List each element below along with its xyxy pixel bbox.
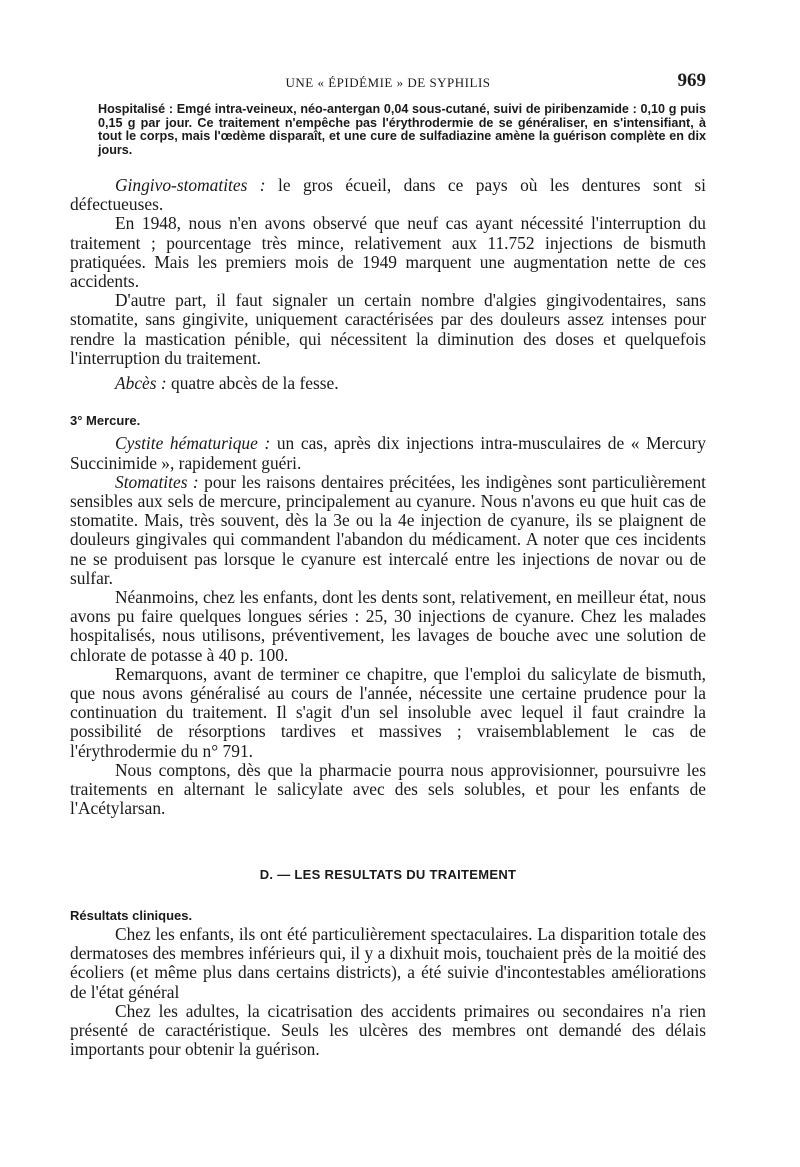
stomatites-lead: Stomatites :	[115, 471, 199, 492]
adultes-paragraph: Chez les adultes, la cicatrisation des accidents primaires ou secondaires n'a rien présenté de caractéristique. Seuls les ulcères des membres ont demandé des délais importants pour obtenir la guérison.	[70, 1000, 706, 1060]
running-title: UNE « ÉPIDÉMIE » DE SYPHILIS	[285, 75, 491, 90]
abces-paragraph	[70, 374, 706, 393]
neanmoins-paragraph: Néanmoins, chez les enfants, dont les dents sont, relativement, en meilleur état, nous avons pu faire quelques longues séries : 25, 30 injections de cyanure. Chez les malades hospitalisés, nous utilisons, préventivement, les lavages de bouche avec une solution de chlorate de potasse à 40 p. 100.	[70, 587, 706, 665]
gingivo-paragraph	[70, 176, 706, 214]
comptons-paragraph: Nous comptons, dès que la pharmacie pourra nous approvisionner, poursuivre les traitements en alternant le salicylate avec des sels solubles, et pour les enfants de l'Acétylarsan.	[70, 759, 706, 819]
abces-lead: Abcès :	[115, 373, 167, 394]
cystite-rest: un cas, après dix injections intra-musculaires de « Mercury Succinimide », rapidement guéri.	[70, 433, 706, 473]
gingivo-paragraph-3: D'autre part, il faut signaler un certain nombre d'algies gingivodentaires, sans stomatite, sans gingivite, uniquement caractérisées par des douleurs assez intenses pour rendre la mastication pénible, qui nécessitent la diminution des doses et quelquefois l'interruption du traitement.	[70, 290, 706, 368]
abces-rest: quatre abcès de la fesse.	[166, 373, 339, 394]
page-header	[70, 70, 706, 94]
results-subheading: Résultats cliniques.	[70, 907, 193, 923]
page-number: 969	[677, 70, 706, 91]
results-section-heading: D. — LES RESULTATS DU TRAITEMENT	[259, 866, 517, 882]
cystite-paragraph	[70, 434, 706, 472]
stomatites-paragraph	[70, 473, 706, 588]
gingivo-paragraph-2: En 1948, nous n'en avons observé que neuf cas ayant nécessité l'interruption du traitement ; pourcentage très mince, relativement aux 11.752 injections de bismuth pratiquées. Mais les premiers mois de 1949 marquent une augmentation nette de ces accidents.	[70, 213, 706, 292]
body-text	[70, 176, 706, 1059]
cystite-lead: Cystite hématurique :	[115, 433, 271, 454]
remarquons-paragraph: Remarquons, avant de terminer ce chapitre, que l'emploi du salicylate de bismuth, que nous avons généralisé au cours de l'année, nécessite une certaine prudence pour la continuation du traitement. Il s'agit d'un sel insoluble avec lequel il faut craindre la possibilité de résorptions tardives et massives ; vraisemblablement le cas de l'érythrodermie du n° 791.	[70, 663, 706, 761]
gingivo-rest: le gros écueil, dans ce pays où les dentures sont si défectueuses.	[70, 175, 707, 215]
mercure-heading: 3° Mercure.	[70, 413, 141, 429]
case-note: Hospitalisé : Emgé intra-veineux, néo-antergan 0,04 sous-cutané, suivi de piribenzamide : 0,10 g puis 0,15 g par jour. Ce traitement n'empêche pas l'érythrodermie de se généraliser, en s'intensifiant, à tout le corps, mais l'œdème disparaît, et une cure de sulfadiazine amène la guérison complète en dix jours.	[98, 102, 706, 157]
enfants-paragraph: Chez les enfants, ils ont été particulièrement spectaculaires. La disparition totale des dermatoses des membres inférieurs qui, il y a dixhuit mois, touchaient près de la moitié des écoliers (et même plus dans certains districts), a été suivie d'incontestables améliorations de l'état général	[70, 923, 706, 1002]
stomatites-rest: pour les raisons dentaires précitées, les indigènes sont particulièrement sensibles aux sels de mercure, principalement au cyanure. Nous n'avons eu que huit cas de stomatite. Mais, très souvent, dès la 3e ou la 4e injection de cyanure, ils se plaignent de douleurs gingivales qui commandent l'abandon du médicament. A noter que ces incidents ne se produisent pas lorsque le cyanure est intercalé entre les injections de novar ou de sulfar.	[70, 471, 706, 588]
gingivo-lead: Gingivo-stomatites :	[115, 175, 266, 195]
